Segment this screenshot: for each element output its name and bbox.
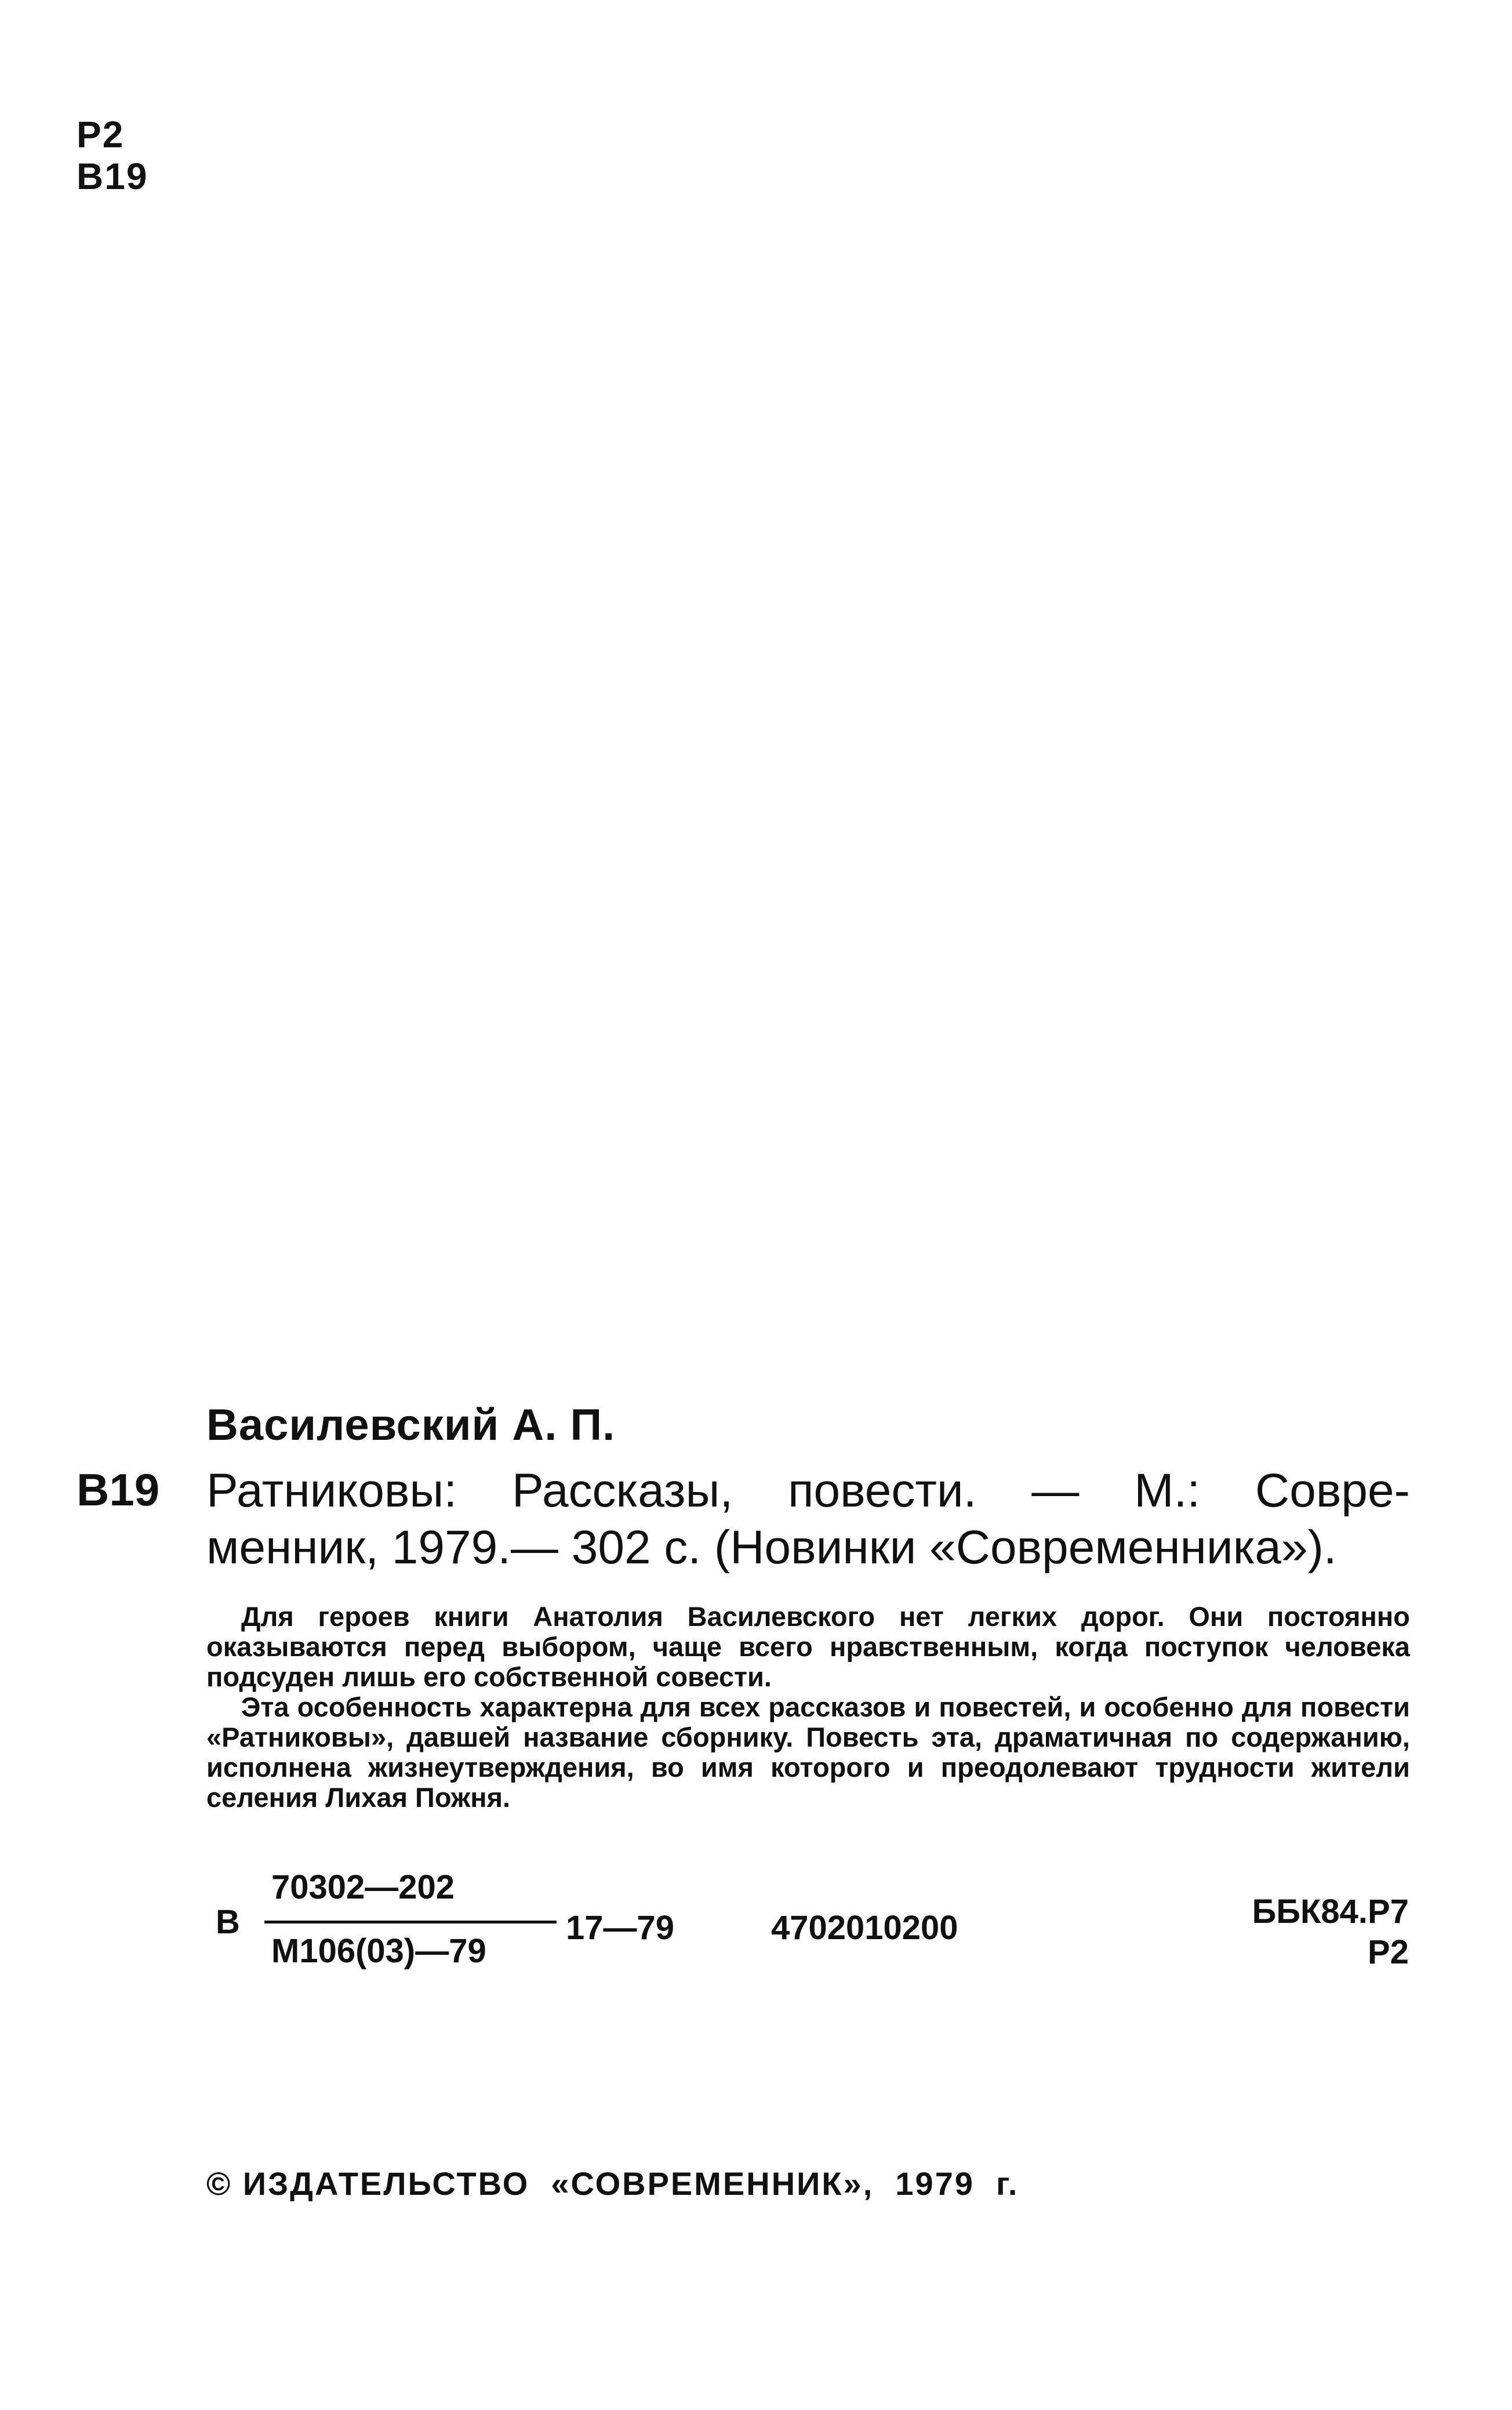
title-word: повести. (788, 1464, 977, 1517)
title-word: Рассказы, (511, 1464, 733, 1517)
card-title-line-1 (206, 1464, 1410, 1517)
title-word: Ратниковы: (206, 1464, 457, 1517)
card-author: Василевский А. П. (206, 1400, 616, 1450)
title-word: М.: (1134, 1464, 1201, 1517)
top-author-sign: В19 (77, 155, 148, 197)
card-author-sign: В19 (77, 1464, 160, 1515)
fraction-numerator: 70302—202 (271, 1868, 455, 1906)
annotation-paragraph: Эта особенность характерна для всех рассказов и повестей, и особенно для повести «Ратниковы», давшей название сборнику. Повесть эта, драматичная по содержанию, исполнена жизнеутверждения, во имя которого и преодолевают трудности жители селения Лихая Пожня. (206, 1692, 1410, 1813)
bbk-subcode: Р2 (1368, 1933, 1409, 1971)
card-annotation (206, 1602, 1410, 1813)
title-word: Совре- (1255, 1464, 1410, 1517)
top-classification-code: Р2 (77, 114, 125, 155)
copyright-line: © ИЗДАТЕЛЬСТВО «СОВРЕМЕННИК», 1979 г. (206, 2165, 1019, 2202)
classification-letter: В (216, 1903, 240, 1941)
fraction-denominator: М106(03)—79 (271, 1932, 486, 1970)
title-word: — (1031, 1464, 1080, 1517)
price-code: 17—79 (566, 1909, 675, 1947)
bbk-index (1252, 1892, 1409, 1973)
fraction-bar (264, 1921, 557, 1923)
card-title-line-2: менник, 1979.— 302 с. (Новинки «Современника»). (206, 1521, 1337, 1574)
bbk-code: ББК84.Р7 (1252, 1893, 1409, 1930)
book-number: 4702010200 (771, 1909, 958, 1947)
annotation-paragraph: Для героев книги Анатолия Василевского нет легких дорог. Они постоянно оказываются перед выбором, чаще всего нравственным, когда поступок человека подсуден лишь его собственной совести. (206, 1601, 1410, 1692)
